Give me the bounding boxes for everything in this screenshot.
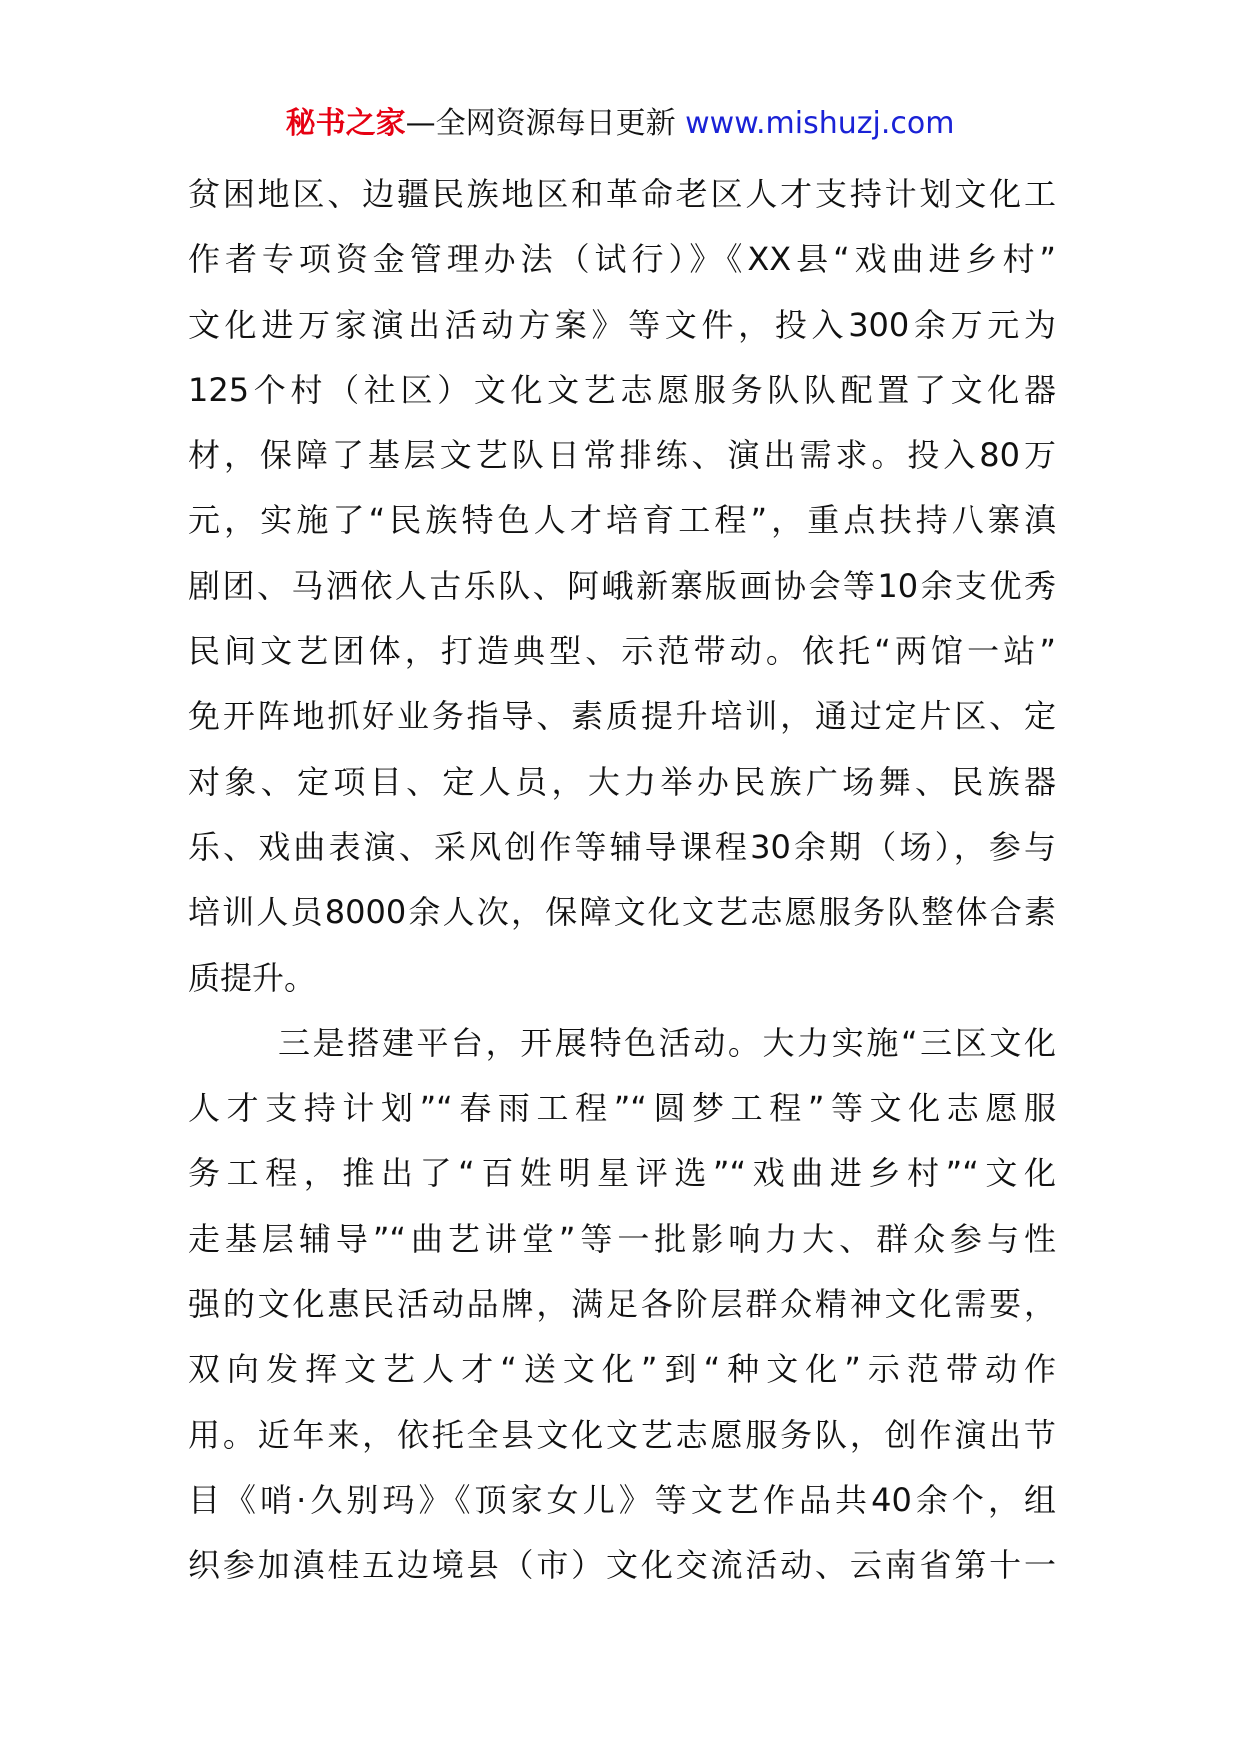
text-line: 材，保障了基层文艺队日常排练、演出需求。投入80万 — [188, 436, 1056, 475]
header-brand: 秘书之家 — [285, 106, 406, 141]
text-line: 务工程，推出了“百姓明星评选”“戏曲进乡村”“文化 — [188, 1154, 1056, 1193]
text-line: 剧团、马洒依人古乐队、阿峨新寨版画协会等10余支优秀 — [188, 566, 1056, 605]
text-line: 质提升。 — [188, 958, 317, 997]
header-tagline: —全网资源每日更新 — [405, 106, 676, 141]
text-line: 走基层辅导”“曲艺讲堂”等一批影响力大、群众参与性 — [188, 1219, 1056, 1258]
text-line: 三是搭建平台，开展特色活动。大力实施“三区文化 — [278, 1023, 1056, 1062]
text-line: 文化进万家演出活动方案》等文件，投入300余万元为 — [188, 305, 1056, 344]
paragraph-2 — [188, 1011, 1056, 1599]
paragraph-1 — [188, 162, 1056, 1011]
text-line: 125个村（社区）文化文艺志愿服务队队配置了文化器 — [188, 370, 1056, 409]
text-line: 对象、定项目、定人员，大力举办民族广场舞、民族器 — [188, 762, 1056, 801]
text-line: 双向发挥文艺人才“送文化”到“种文化”示范带动作 — [188, 1350, 1056, 1389]
text-line: 贫困地区、边疆民族地区和革命老区人才支持计划文化工 — [188, 175, 1056, 213]
header-url-link[interactable]: www.mishuzj.com — [685, 106, 955, 141]
page-header — [0, 104, 1240, 144]
text-line: 强的文化惠民活动品牌，满足各阶层群众精神文化需要， — [188, 1285, 1056, 1324]
text-line: 乐、戏曲表演、采风创作等辅导课程30余期（场），参与 — [188, 827, 1056, 866]
text-line: 免开阵地抓好业务指导、素质提升培训，通过定片区、定 — [188, 697, 1056, 736]
text-line: 培训人员8000余人次，保障文化文艺志愿服务队整体合素 — [188, 893, 1056, 932]
text-line: 人才支持计划”“春雨工程”“圆梦工程”等文化志愿服 — [188, 1089, 1056, 1128]
text-line: 目《哨·久别玛》《顶家女儿》等文艺作品共40余个，组 — [188, 1480, 1056, 1519]
text-line: 织参加滇桂五边境县（市）文化交流活动、云南省第十一 — [188, 1546, 1056, 1585]
document-body — [188, 162, 1056, 1599]
text-line: 民间文艺团体，打造典型、示范带动。依托“两馆一站” — [188, 632, 1056, 671]
text-line: 用。近年来，依托全县文化文艺志愿服务队，创作演出节 — [188, 1415, 1056, 1454]
text-line: 作者专项资金管理办法（试行）》《XX县“戏曲进乡村” — [188, 240, 1056, 279]
text-line: 元，实施了“民族特色人才培育工程”，重点扶持八寨滇 — [188, 501, 1056, 540]
